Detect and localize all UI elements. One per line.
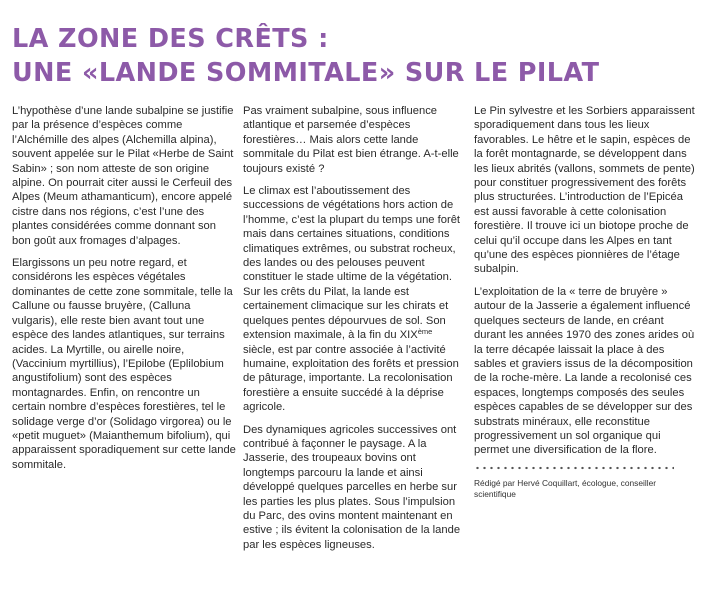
column-1 [12, 104, 236, 480]
title-line-1: LA ZONE DES CRÊTS : [12, 24, 329, 54]
paragraph-climax [243, 184, 467, 415]
column-2 [243, 104, 467, 560]
paragraph: Elargissons un peu notre regard, et considérons les espèces végétales dominantes de cette zone sommitale, telle la Callune ou fausse bruyère, (Calluna vulgaris), elle reste bien avant tout une espèce des landes atlantiques, sur terrains acides. La Myrtille, ou airelle noire, (Vaccinium myrtillius), l’Epilobe (Eplilobium angustifolium) sont des espèces montagnardes. Enfin, on rencontre un certain nombre d’espèces forestières, tel le solidage verge d’or (Solidago virgorea) ou le «petit muguet» (Maianthemum bifolium), qui apparaissent sporadiquement sur cette lande sommitale. [12, 257, 236, 471]
superscript-eme: ème [417, 327, 433, 337]
paragraph: L’hypothèse d’une lande subalpine se justifie par la présence d’espèces comme l’Alchémille des alpes (Alchemilla alpina), souvent appelée sur le Pilat «Herbe de Saint Sabin» ; son nom atteste de son origine alpine. On pourrait citer aussi le Cerfeuil des Alpes (Meum athamanticum), encore appelé cistre dans nos régions, c’est l’une des plantes considérées comme donnant son bon goût aux fromages d’alpages. [12, 105, 234, 247]
paragraph: L’exploitation de la « terre de bruyère » autour de la Jasserie a également influencé quelques secteurs de lande, en créant durant les années 1970 des zones arides où la terre décapée laissait la place à des sables et graviers issus de la décomposition de la roche-mère. La lande a recolonisé ces espaces, longtemps composés des seules espèces capables de se développer sur des substrats minéraux, elle reconstitue progressivement un sol organique qui permet une diversification de la flore. [474, 285, 695, 457]
paragraph: Des dynamiques agricoles successives ont contribué à façonner le paysage. A la Jasserie, des troupeaux bovins ont longtemps parcouru la lande et ainsi développé quelques parcelles en herbe sur les parties les plus plates. Sous l’impulsion du Parc, des ovins montent maintenant en estive ; ils évitent la colonisation de la lande par les espèces ligneuses. [243, 423, 461, 551]
paragraph-text: siècle, est par contre associée à l’activité humaine, exploitation des forêts et pression de pâturage, importante. La recolonisation forestière a ensuite succédé à la déprise agricole. [243, 343, 459, 414]
title-line-2: UNE «LANDE SOMMITALE» SUR LE PILAT [12, 58, 600, 88]
paragraph: Le Pin sylvestre et les Sorbiers apparaissent sporadiquement dans tous les lieux favorables. Le hêtre et le sapin, espèces de la forêt montagnarde, se développent dans les lieux abrités (vallons, sommets de pente) pour constituer progressivement des forêts plus structurées. L’introduction de l’Epicéa est aussi favorable à cette colonisation forestière. Il trouve ici un biotope proche de celui qu’il occupe dans les Alpes en tant qu’une des espèces pionnières de l’étage subalpin. [474, 105, 695, 276]
article-title [12, 22, 702, 90]
paragraph-text: Le climax est l’aboutissement des successions de végétations hors action de l’homme, c’est la plupart du temps une forêt mais dans certaines situations, conditions climatiques extrêmes, ou substrat rocheux, des landes ou des pelouses peuvent constituer le stade ultime de la végétation. Sur les crêts du Pilat, la lande est certainement climacique sur les chirats et quelques pentes dépourvues de sol. Son extension maximale, à la fin du XIX [243, 185, 461, 342]
author-credit: Rédigé par Hervé Coquillart, écologue, conseiller scientifique [474, 477, 657, 499]
paragraph: Pas vraiment subalpine, sous influence atlantique et parsemée d’espèces forestières… Mais alors cette lande sommitale du Pilat est bien étrange. A-t-elle toujours existé ? [243, 105, 459, 175]
column-3 [474, 104, 698, 500]
dotted-separator [474, 466, 674, 470]
